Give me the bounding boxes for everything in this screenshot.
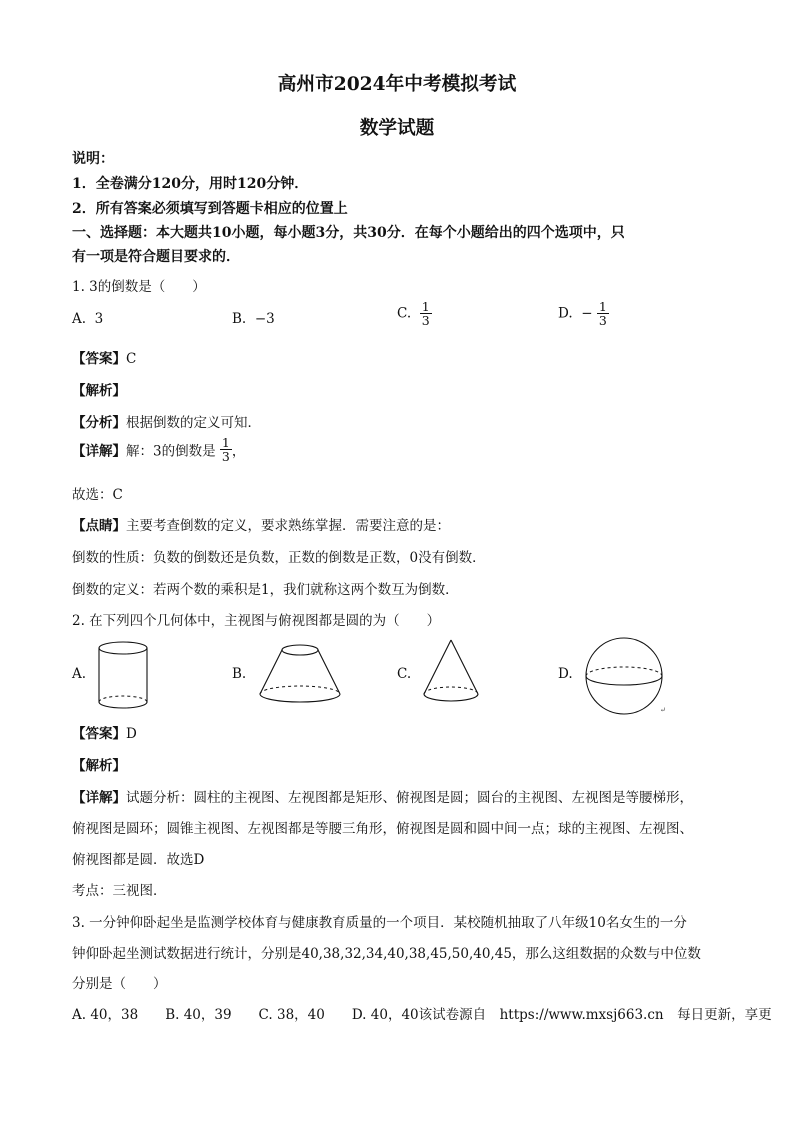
q2-answer-tag: 【答案】 (72, 726, 126, 742)
q2-detail-line2: 俯视图是圆环；圆锥主视图、左视图都是等腰三角形，俯视图是圆和圆中间一点；球的主视图、左视图、 (72, 821, 693, 837)
q1-option-d-denominator: 3 (598, 313, 607, 329)
q1-option-c-denominator: 3 (421, 313, 430, 329)
q2-detail-line3: 俯视图都是圆．故选D (72, 852, 205, 868)
q1-option-c-label: C. (397, 305, 412, 322)
q3-options: A. 40，38 B. 40，39 C. 38，40 D. 40，40该试卷源自 https://www.mxsj663.cn 每日更新，享更 (72, 1007, 772, 1023)
q2-detail-line1 (72, 786, 693, 806)
q1-detail-fraction (220, 436, 232, 463)
q1-answer-value: C (126, 351, 137, 367)
q1-detail-text: 解：3的倒数是 (126, 443, 216, 460)
q2-kaodian: 考点：三视图． (72, 883, 167, 899)
q1-comment-tag: 【点睛】 (72, 518, 126, 534)
q1-option-c-numerator: 1 (421, 299, 430, 314)
q2-option-b-label: B. (232, 666, 247, 682)
q1-fenxi (72, 411, 261, 431)
q2-option-a-label: A. (72, 666, 87, 682)
q1-comment (72, 514, 450, 534)
q2-detail-tag: 【详解】 (72, 790, 126, 806)
q1-option-a (72, 311, 103, 327)
q1-option-d-fraction (597, 300, 609, 327)
q3-line3: 分别是（ ） (72, 976, 167, 992)
q1-choose: 故选：C (72, 487, 123, 503)
q1-property: 倒数的性质：负数的倒数还是负数，正数的倒数是正数，0没有倒数． (72, 550, 486, 566)
q1-detail-end: ， (231, 443, 246, 460)
q2-detail-line1-text: 试题分析：圆柱的主视图、左视图都是矩形、俯视图是圆；圆台的主视图、左视图是等腰梯形， (126, 790, 693, 806)
q1-option-d-sign: − (581, 305, 593, 322)
q2-analysis-tag: 【解析】 (72, 758, 126, 774)
q1-comment-text: 主要考查倒数的定义，要求熟练掌握．需要注意的是： (126, 518, 450, 534)
sphere-figure (584, 636, 664, 716)
frustum-figure (255, 642, 345, 707)
q1-option-b (232, 311, 275, 327)
q1-option-a-label: A. (72, 311, 87, 327)
cone-figure (420, 638, 482, 710)
instruction-item-2: 2．所有答案必须填写到答题卡相应的位置上 (72, 201, 348, 217)
q2-stem: 2. 在下列四个几何体中，主视图与俯视图都是圆的为（ ） (72, 613, 441, 629)
q1-option-c-fraction (420, 300, 432, 327)
q1-option-b-label: B. (232, 311, 247, 327)
q1-definition: 倒数的定义：若两个数的乘积是1，我们就称这两个数互为倒数． (72, 582, 459, 598)
q1-detail-numerator: 1 (221, 435, 230, 450)
section-heading-line2: 有一项是符合题目要求的． (72, 249, 240, 265)
q2-answer-value: D (126, 726, 137, 742)
q1-option-d-label: D. (558, 305, 573, 322)
page-title: 高州市2024年中考模拟考试 (277, 73, 517, 95)
q1-analysis-tag: 【解析】 (72, 383, 126, 399)
instructions-heading: 说明： (72, 151, 114, 167)
q3-line1: 3. 一分钟仰卧起坐是监测学校体育与健康教育质量的一个项目．某校随机抽取了八年级10名女生的一分 (72, 915, 687, 931)
page-subtitle: 数学试题 (359, 117, 435, 139)
q1-option-c (397, 300, 432, 327)
q1-option-d (558, 300, 609, 327)
q1-option-b-value: −3 (254, 311, 275, 327)
q1-fenxi-tag: 【分析】 (72, 415, 126, 431)
q1-stem: 1. 3的倒数是（ ） (72, 279, 206, 295)
section-heading-line1: 一、选择题：本大题共10小题，每小题3分，共30分．在每个小题给出的四个选项中，只 (72, 225, 625, 241)
q2-option-c-label: C. (397, 666, 412, 682)
q1-answer-tag: 【答案】 (72, 351, 126, 367)
q1-fenxi-text: 根据倒数的定义可知． (126, 415, 261, 431)
paragraph-mark: ↵ (660, 706, 666, 714)
q1-answer (72, 347, 136, 367)
cylinder-figure (95, 640, 155, 712)
q1-option-d-numerator: 1 (598, 299, 607, 314)
q1-detail-tag: 【详解】 (72, 443, 126, 460)
q1-detail-denominator: 3 (221, 449, 230, 465)
instruction-item-1: 1．全卷满分120分，用时120分钟． (72, 176, 309, 192)
q2-option-d-label: D. (558, 666, 573, 682)
q2-answer (72, 722, 137, 742)
q1-detail (72, 436, 245, 463)
q3-line2: 钟仰卧起坐测试数据进行统计，分别是40,38,32,34,40,38,45,50,40,45，那么这组数据的众数与中位数 (72, 946, 701, 962)
q1-option-a-value: 3 (94, 311, 104, 327)
